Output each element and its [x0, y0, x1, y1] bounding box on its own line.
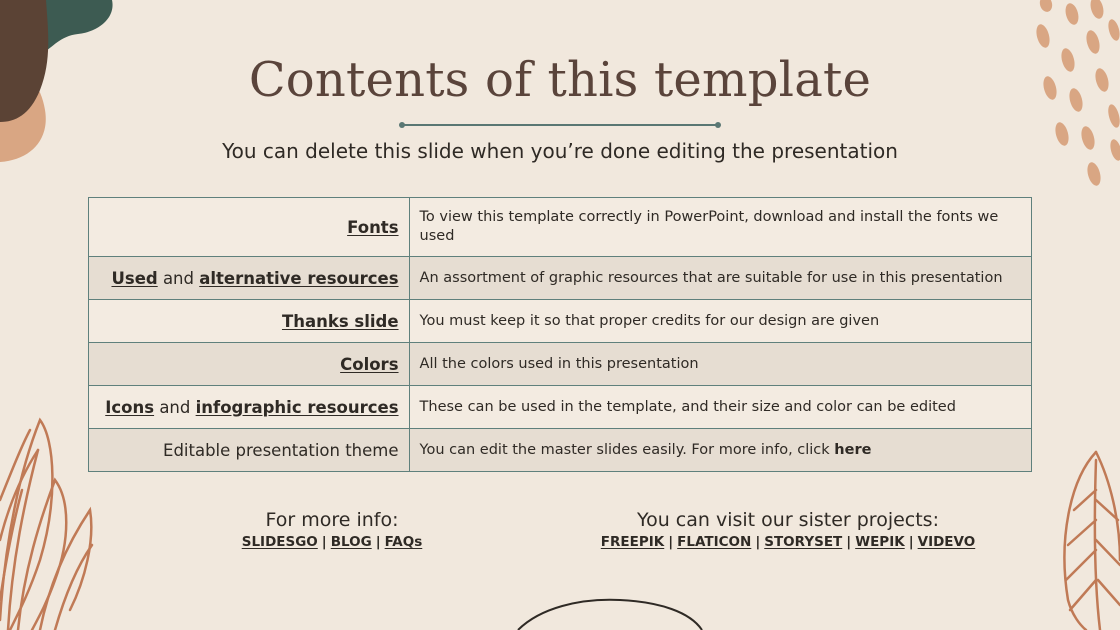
videvo-link[interactable]: VIDEVO — [917, 534, 976, 550]
sister-projects-heading: You can visit our sister projects: — [637, 509, 939, 531]
leaves-line-art-icon — [0, 420, 92, 630]
link-separator: | — [321, 534, 327, 550]
table-row-theme — [89, 429, 1032, 472]
link-separator: | — [668, 534, 674, 550]
freepik-link[interactable]: FREEPIK — [600, 534, 665, 550]
row-description — [409, 429, 1031, 472]
used-link[interactable]: Used — [111, 268, 158, 288]
row-label — [89, 198, 410, 257]
curved-line-icon — [518, 600, 702, 630]
divider-line — [400, 124, 720, 126]
row-label — [89, 300, 410, 343]
table-row-thanks — [89, 300, 1032, 343]
wepik-link[interactable]: WEPIK — [855, 534, 905, 550]
row-label — [89, 343, 410, 386]
fonts-link[interactable]: Fonts — [347, 217, 399, 237]
row-label: Editable presentation theme — [89, 429, 410, 472]
contents-table — [88, 197, 1032, 472]
sister-projects-section — [560, 509, 1016, 550]
blog-link[interactable]: BLOG — [330, 534, 372, 550]
row-label — [89, 386, 410, 429]
here-link[interactable]: here — [834, 441, 872, 458]
title-divider — [400, 122, 720, 128]
label-connector: and — [157, 268, 200, 288]
more-info-links — [212, 534, 452, 550]
table-row-resources — [89, 257, 1032, 300]
more-info-section — [212, 509, 452, 550]
link-separator: | — [375, 534, 381, 550]
sister-projects-links — [560, 534, 1016, 550]
row-description: To view this template correctly in PowerPoint, download and install the fonts we used — [409, 198, 1031, 257]
flaticon-link[interactable]: FLATICON — [677, 534, 752, 550]
thanks-slide-link[interactable]: Thanks slide — [281, 311, 399, 331]
table-row-fonts — [89, 198, 1032, 257]
row-description: These can be used in the template, and their size and color can be edited — [409, 386, 1031, 429]
theme-description-text: You can edit the master slides easily. For more info, click — [419, 441, 835, 458]
row-label — [89, 257, 410, 300]
row-description: An assortment of graphic resources that are suitable for use in this presentation — [409, 257, 1031, 300]
infographic-resources-link[interactable]: infographic resources — [195, 397, 399, 417]
row-description: All the colors used in this presentation — [409, 343, 1031, 386]
link-separator: | — [846, 534, 852, 550]
faqs-link[interactable]: FAQs — [384, 534, 423, 550]
alternative-resources-link[interactable]: alternative resources — [199, 268, 399, 288]
leaf-line-art-icon — [1064, 452, 1120, 630]
slidesgo-link[interactable]: SLIDESGO — [241, 534, 318, 550]
link-separator: | — [755, 534, 761, 550]
divider-dot-left — [399, 122, 405, 128]
icons-link[interactable]: Icons — [105, 397, 155, 417]
row-description: You must keep it so that proper credits for our design are given — [409, 300, 1031, 343]
page-title: Contents of this template — [248, 52, 872, 108]
table-row-icons — [89, 386, 1032, 429]
table-row-colors — [89, 343, 1032, 386]
label-connector: and — [154, 397, 196, 417]
colors-link[interactable]: Colors — [340, 354, 399, 374]
link-separator: | — [908, 534, 914, 550]
divider-dot-right — [715, 122, 721, 128]
more-info-heading: For more info: — [265, 509, 399, 531]
storyset-link[interactable]: STORYSET — [764, 534, 843, 550]
page-subtitle: You can delete this slide when you’re done editing the presentation — [222, 139, 898, 163]
